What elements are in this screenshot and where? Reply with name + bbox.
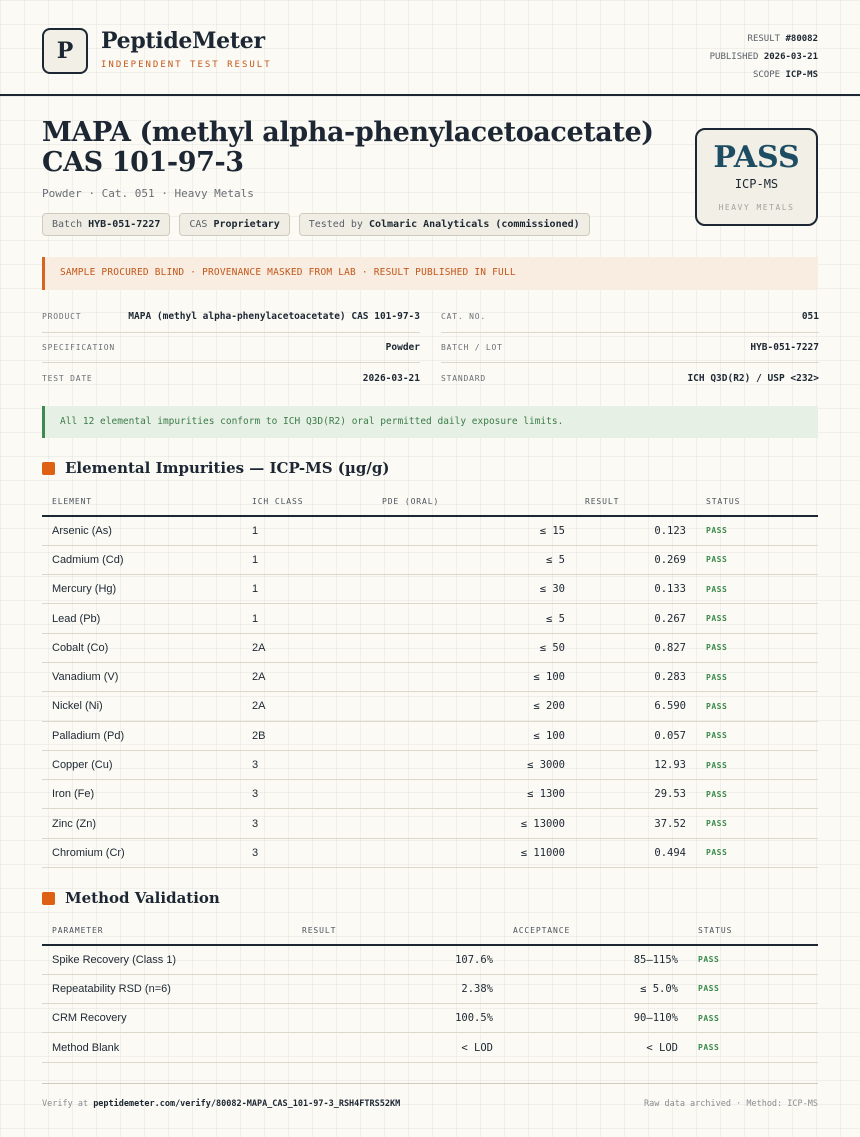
ich-class: 1 — [242, 516, 372, 545]
chip-batch: Batch HYB-051-7227 — [42, 213, 170, 236]
acceptance-range: < LOD — [503, 1033, 688, 1062]
element-name: Mercury (Hg) — [42, 575, 242, 604]
acceptance-range: ≤ 5.0% — [503, 974, 688, 1003]
status-badge: PASS — [696, 809, 818, 838]
pde-limit: ≤ 200 — [372, 692, 575, 721]
acceptance-range: 85–115% — [503, 945, 688, 974]
element-name: Cobalt (Co) — [42, 633, 242, 662]
pde-limit: ≤ 15 — [372, 516, 575, 545]
meta-published: PUBLISHED 2026-03-21 — [709, 52, 818, 62]
element-name: Arsenic (As) — [42, 516, 242, 545]
footer-divider — [42, 1083, 818, 1084]
pde-limit: ≤ 13000 — [372, 809, 575, 838]
ich-class: 1 — [242, 545, 372, 574]
section-title: Elemental Impurities — ICP-MS (µg/g) — [65, 459, 390, 477]
table-row — [42, 974, 818, 1003]
blind-notice: SAMPLE PROCURED BLIND · PROVENANCE MASKED FROM LAB · RESULT PUBLISHED IN FULL — [42, 257, 818, 290]
status-badge: PASS — [696, 692, 818, 721]
col-header: PARAMETER — [42, 917, 292, 945]
ich-class: 2B — [242, 721, 372, 750]
info-row: STANDARD ICH Q3D(R2) / USP <232> — [441, 372, 819, 384]
pde-limit: ≤ 11000 — [372, 838, 575, 867]
verdict-category: HEAVY METALS — [718, 203, 795, 212]
verify-text: Verify at peptidemeter.com/verify/80082-MAPA_CAS_101-97-3_RSH4FTRS52KM — [42, 1099, 401, 1109]
ich-class: 3 — [242, 838, 372, 867]
element-name: Chromium (Cr) — [42, 838, 242, 867]
status-badge: PASS — [696, 604, 818, 633]
result-value: 2.38% — [292, 974, 503, 1003]
table-row — [42, 721, 818, 750]
table-row — [42, 633, 818, 662]
table-row — [42, 516, 818, 545]
report-meta — [710, 30, 818, 84]
pde-limit: ≤ 30 — [372, 575, 575, 604]
result-value: 0.827 — [575, 633, 696, 662]
result-value: 37.52 — [575, 809, 696, 838]
chip-tested-by: Tested by Colmaric Analyticals (commissioned) — [299, 213, 590, 236]
table-header-row — [42, 488, 818, 516]
result-value: 12.93 — [575, 750, 696, 779]
pde-limit: ≤ 5 — [372, 545, 575, 574]
result-value: 107.6% — [292, 945, 503, 974]
pde-limit: ≤ 100 — [372, 721, 575, 750]
info-right — [441, 302, 819, 394]
element-name: Lead (Pb) — [42, 604, 242, 633]
result-value: 100.5% — [292, 1004, 503, 1033]
status-badge: PASS — [688, 1033, 818, 1062]
table-row — [42, 838, 818, 867]
validation-section-header — [42, 889, 220, 907]
status-badge: PASS — [688, 1004, 818, 1033]
product-title: MAPA (methyl alpha-phenylacetoacetate) CAS 101-97-3 — [42, 117, 654, 178]
validation-table — [42, 917, 818, 1063]
chip-cas: CAS Proprietary — [179, 213, 289, 236]
meta-result: RESULT #80082 — [747, 34, 818, 44]
col-header: RESULT — [292, 917, 503, 945]
result-value: < LOD — [292, 1033, 503, 1062]
element-name: Nickel (Ni) — [42, 692, 242, 721]
product-chips — [42, 213, 590, 236]
brand-name: PeptideMeter — [101, 28, 265, 54]
impurities-table — [42, 488, 818, 868]
col-header: PDE (ORAL) — [372, 488, 575, 516]
col-header: STATUS — [688, 917, 818, 945]
table-row — [42, 545, 818, 574]
parameter-name: Repeatability RSD (n=6) — [42, 974, 292, 1003]
result-value: 0.269 — [575, 545, 696, 574]
element-name: Zinc (Zn) — [42, 809, 242, 838]
ich-class: 3 — [242, 809, 372, 838]
status-badge: PASS — [688, 974, 818, 1003]
parameter-name: Method Blank — [42, 1033, 292, 1062]
table-row — [42, 604, 818, 633]
meta-scope: SCOPE ICP-MS — [752, 70, 818, 80]
result-value: 29.53 — [575, 780, 696, 809]
brand-logo: P — [42, 28, 88, 74]
info-row: CAT. NO. 051 — [441, 302, 819, 333]
table-row — [42, 809, 818, 838]
element-name: Iron (Fe) — [42, 780, 242, 809]
table-row — [42, 575, 818, 604]
result-value: 0.123 — [575, 516, 696, 545]
status-badge: PASS — [696, 780, 818, 809]
status-badge: PASS — [696, 516, 818, 545]
pde-limit: ≤ 5 — [372, 604, 575, 633]
status-badge: PASS — [696, 750, 818, 779]
ich-class: 2A — [242, 633, 372, 662]
table-header-row — [42, 917, 818, 945]
result-value: 6.590 — [575, 692, 696, 721]
pde-limit: ≤ 100 — [372, 662, 575, 691]
table-row — [42, 662, 818, 691]
table-row — [42, 780, 818, 809]
info-row: SPECIFICATION Powder — [42, 333, 420, 364]
table-row — [42, 1004, 818, 1033]
info-left — [42, 302, 420, 394]
report-header — [0, 0, 860, 96]
pde-limit: ≤ 50 — [372, 633, 575, 662]
col-header: RESULT — [575, 488, 696, 516]
status-badge: PASS — [696, 721, 818, 750]
impurities-section-header — [42, 459, 389, 477]
status-badge: PASS — [688, 945, 818, 974]
element-name: Palladium (Pd) — [42, 721, 242, 750]
section-marker-icon — [42, 892, 55, 905]
result-value: 0.133 — [575, 575, 696, 604]
result-value: 0.267 — [575, 604, 696, 633]
parameter-name: CRM Recovery — [42, 1004, 292, 1033]
ich-class: 3 — [242, 750, 372, 779]
result-value: 0.057 — [575, 721, 696, 750]
col-header: STATUS — [696, 488, 818, 516]
pde-limit: ≤ 3000 — [372, 750, 575, 779]
product-subtitle: Powder · Cat. 051 · Heavy Metals — [42, 187, 254, 200]
table-row — [42, 692, 818, 721]
ich-class: 2A — [242, 662, 372, 691]
status-badge: PASS — [696, 662, 818, 691]
brand-tagline: INDEPENDENT TEST RESULT — [101, 60, 272, 70]
verify-link[interactable]: peptidemeter.com/verify/80082-MAPA_CAS_101-97-3_RSH4FTRS52KM — [93, 1099, 401, 1109]
table-row — [42, 750, 818, 779]
section-title: Method Validation — [65, 889, 220, 907]
section-marker-icon — [42, 462, 55, 475]
conformance-banner: All 12 elemental impurities conform to ICH Q3D(R2) oral permitted daily exposure limits. — [42, 406, 818, 438]
status-badge: PASS — [696, 575, 818, 604]
status-badge: PASS — [696, 838, 818, 867]
col-header: ICH CLASS — [242, 488, 372, 516]
result-value: 0.494 — [575, 838, 696, 867]
col-header: ELEMENT — [42, 488, 242, 516]
element-name: Copper (Cu) — [42, 750, 242, 779]
status-badge: PASS — [696, 545, 818, 574]
acceptance-range: 90–110% — [503, 1004, 688, 1033]
info-row: TEST DATE 2026-03-21 — [42, 372, 420, 384]
ich-class: 1 — [242, 604, 372, 633]
ich-class: 2A — [242, 692, 372, 721]
table-row — [42, 945, 818, 974]
verdict-badge — [695, 128, 818, 226]
info-row: PRODUCT MAPA (methyl alpha-phenylacetoacetate) CAS 101-97-3 — [42, 302, 420, 333]
info-row: BATCH / LOT HYB-051-7227 — [441, 333, 819, 364]
ich-class: 1 — [242, 575, 372, 604]
ich-class: 3 — [242, 780, 372, 809]
parameter-name: Spike Recovery (Class 1) — [42, 945, 292, 974]
footer-note: Raw data archived · Method: ICP-MS — [644, 1099, 818, 1109]
status-badge: PASS — [696, 633, 818, 662]
element-name: Vanadium (V) — [42, 662, 242, 691]
element-name: Cadmium (Cd) — [42, 545, 242, 574]
col-header: ACCEPTANCE — [503, 917, 688, 945]
verdict-method: ICP-MS — [734, 177, 779, 191]
table-row — [42, 1033, 818, 1062]
verdict-status: PASS — [713, 140, 800, 175]
pde-limit: ≤ 1300 — [372, 780, 575, 809]
result-value: 0.283 — [575, 662, 696, 691]
